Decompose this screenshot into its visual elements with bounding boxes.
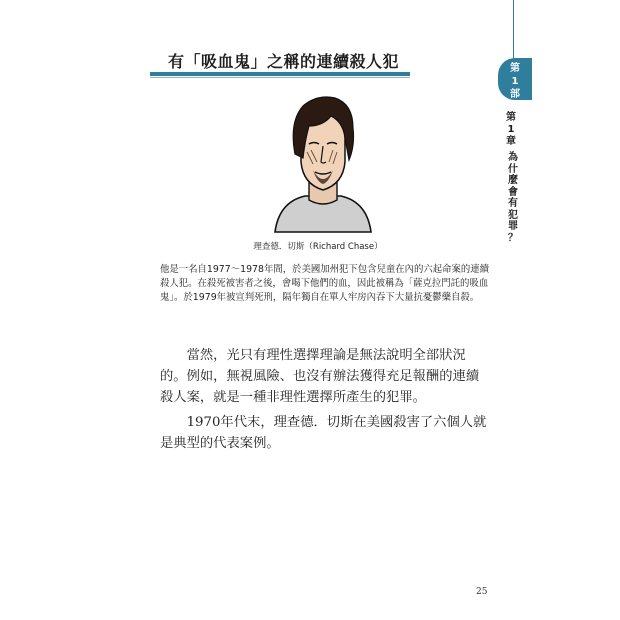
note-box xyxy=(160,263,493,305)
chapter-title-char: 犯 xyxy=(508,209,518,221)
heading-underline xyxy=(150,72,410,76)
chapter-title-char: 會 xyxy=(508,186,518,198)
chapter-char: 第 xyxy=(506,112,516,123)
chapter-title-char: 麼 xyxy=(508,175,518,186)
portrait-illustration xyxy=(273,92,373,240)
chapter-number-column xyxy=(503,112,519,148)
part-tab-line3: 部 xyxy=(510,89,520,100)
body-text xyxy=(160,345,492,458)
page-number: 25 xyxy=(476,587,488,597)
heading-underline-thin xyxy=(150,77,410,78)
section-heading: 有「吸血鬼」之稱的連續殺人犯 xyxy=(168,52,400,71)
chapter-title-char: 什 xyxy=(508,163,518,175)
chapter-title-char: ？ xyxy=(508,232,518,244)
chapter-title-char: 罪 xyxy=(508,221,518,232)
part-tab-line2: 1 xyxy=(511,76,519,87)
part-tab[interactable] xyxy=(498,58,532,100)
tab-rule xyxy=(513,0,514,60)
portrait-caption: 理查德．切斯（Richard Chase） xyxy=(253,242,383,252)
chapter-char: 1 xyxy=(507,124,515,135)
note-paragraph: 他是一名自1977～1978年間，於美國加州犯下包含兒童在內的六起命案的連續殺人犯。在殺死被害者之後，會喝下他們的血，因此被稱為「薩克拉門託的吸血鬼」。於1979年被宣判死刑，隔年獨自在單人牢房內吞下大量抗憂鬱藥自殺。 xyxy=(160,264,489,303)
part-tab-line1: 第 xyxy=(510,63,520,74)
body-paragraph: 當然，光只有理性選擇理論是無法說明全部狀況的。例如，無視風險、也沒有辦法獲得充足報酬的連續殺人案，就是一種非理性選擇所產生的犯罪。 xyxy=(160,348,480,405)
chapter-title-column xyxy=(506,152,520,244)
body-paragraph: 1970年代末，理查德．切斯在美國殺害了六個人就是典型的代表案例。 xyxy=(160,415,487,451)
chapter-char: 章 xyxy=(506,136,516,147)
chapter-title-char: 有 xyxy=(508,198,518,209)
chapter-title-char: 為 xyxy=(508,152,518,163)
